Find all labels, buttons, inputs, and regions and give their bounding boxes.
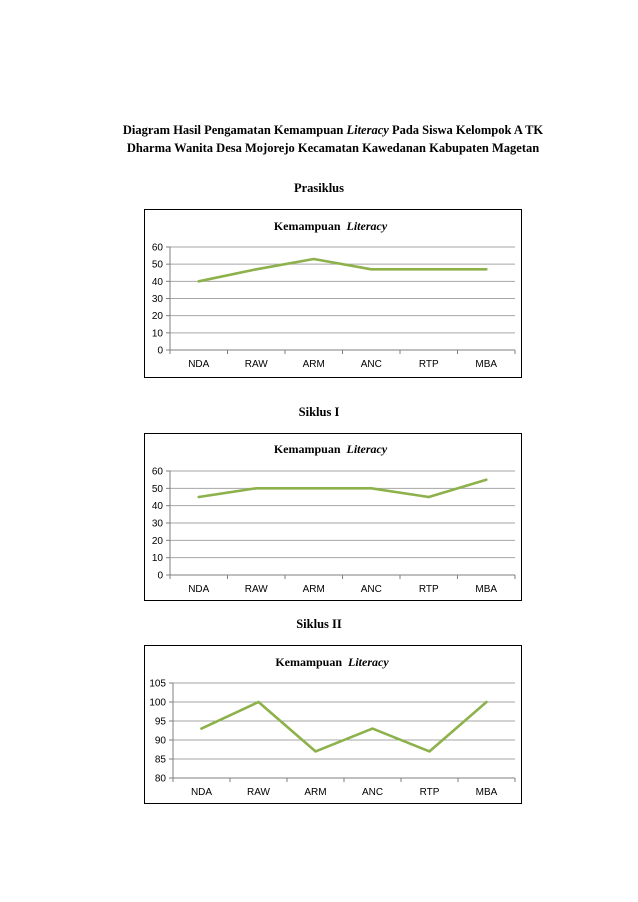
- y-tick-label: 10: [151, 553, 163, 565]
- chart-title-italic: Literacy: [346, 442, 388, 456]
- data-point: [428, 750, 430, 752]
- section-label-siklus-1: Siklus I: [298, 405, 340, 419]
- data-point: [314, 750, 316, 752]
- chart-title: [275, 655, 389, 669]
- x-tick-label: RTP: [418, 359, 439, 370]
- y-tick-label: 80: [154, 773, 166, 785]
- title-part-1: Diagram Hasil Pengamatan Kemampuan: [122, 123, 347, 137]
- y-tick-label: 90: [154, 735, 166, 747]
- y-tick-label: 50: [151, 259, 163, 271]
- y-tick-label: 0: [157, 570, 163, 582]
- chart-title: [274, 219, 388, 233]
- y-tick-label: 20: [151, 311, 163, 323]
- x-tick-label: ARM: [304, 787, 327, 798]
- x-tick-label: RAW: [247, 787, 270, 798]
- data-point: [255, 268, 257, 270]
- y-tick-label: 50: [151, 483, 163, 495]
- y-tick-label: 105: [149, 678, 166, 690]
- data-point: [485, 701, 487, 703]
- y-tick-label: 95: [154, 716, 166, 728]
- title-part-2: Pada Siswa Kelompok A TK Dharma Wanita Desa Mojorejo Kecamatan Kawedanan Kabupaten Magetan: [126, 123, 544, 155]
- chart-prasiklus-svg: [145, 210, 520, 376]
- chart-title: [274, 442, 388, 456]
- y-tick-label: 60: [151, 466, 163, 478]
- document-title: [118, 121, 548, 157]
- y-tick-label: 40: [151, 501, 163, 513]
- chart-siklus-1-svg: [145, 434, 520, 599]
- y-tick-label: 40: [151, 276, 163, 288]
- data-point: [371, 727, 373, 729]
- y-tick-label: 10: [151, 328, 163, 340]
- data-point: [255, 487, 257, 489]
- x-tick-label: RTP: [419, 787, 440, 798]
- section-label-siklus-2: Siklus II: [296, 617, 342, 631]
- x-tick-label: ARM: [302, 584, 325, 595]
- series-line: [199, 259, 487, 281]
- chart-title-plain: Kemampuan: [273, 219, 347, 233]
- x-tick-label: RAW: [244, 584, 268, 595]
- data-point: [257, 701, 259, 703]
- data-point: [485, 268, 487, 270]
- chart-title-plain: Kemampuan: [273, 442, 347, 456]
- chart-siklus-2: [144, 645, 522, 804]
- chart-title-plain: Kemampuan: [275, 655, 349, 669]
- chart-title-italic: Literacy: [348, 655, 389, 669]
- y-tick-label: 100: [149, 697, 166, 709]
- title-italic: Literacy: [346, 123, 389, 137]
- data-point: [428, 268, 430, 270]
- y-tick-label: 60: [151, 242, 163, 254]
- y-tick-label: 30: [151, 518, 163, 530]
- x-tick-label: NDA: [188, 359, 210, 370]
- data-point: [313, 487, 315, 489]
- y-tick-label: 20: [151, 535, 163, 547]
- chart-siklus-1: [144, 433, 522, 601]
- data-point: [313, 258, 315, 260]
- y-tick-label: 85: [154, 754, 166, 766]
- x-tick-label: MBA: [475, 359, 498, 370]
- data-point: [428, 496, 430, 498]
- y-tick-label: 30: [151, 294, 163, 305]
- x-tick-label: MBA: [475, 584, 498, 595]
- series-line: [202, 702, 487, 751]
- data-point: [370, 268, 372, 270]
- chart-siklus-2-svg: [145, 646, 520, 802]
- data-point: [485, 478, 487, 480]
- x-tick-label: ANC: [360, 359, 382, 370]
- x-tick-label: RAW: [244, 359, 268, 370]
- data-point: [200, 727, 202, 729]
- data-point: [198, 280, 200, 282]
- x-tick-label: NDA: [190, 787, 213, 798]
- section-label-prasiklus: Prasiklus: [293, 181, 344, 195]
- x-tick-label: ANC: [361, 787, 384, 798]
- x-tick-label: ARM: [302, 359, 325, 370]
- x-tick-label: MBA: [475, 787, 498, 798]
- data-point: [198, 496, 200, 498]
- chart-title-italic: Literacy: [346, 219, 388, 233]
- x-tick-label: NDA: [188, 584, 210, 595]
- x-tick-label: ANC: [360, 584, 382, 595]
- x-tick-label: RTP: [418, 584, 439, 595]
- data-point: [370, 487, 372, 489]
- chart-prasiklus: [144, 209, 522, 378]
- y-tick-label: 0: [157, 345, 163, 357]
